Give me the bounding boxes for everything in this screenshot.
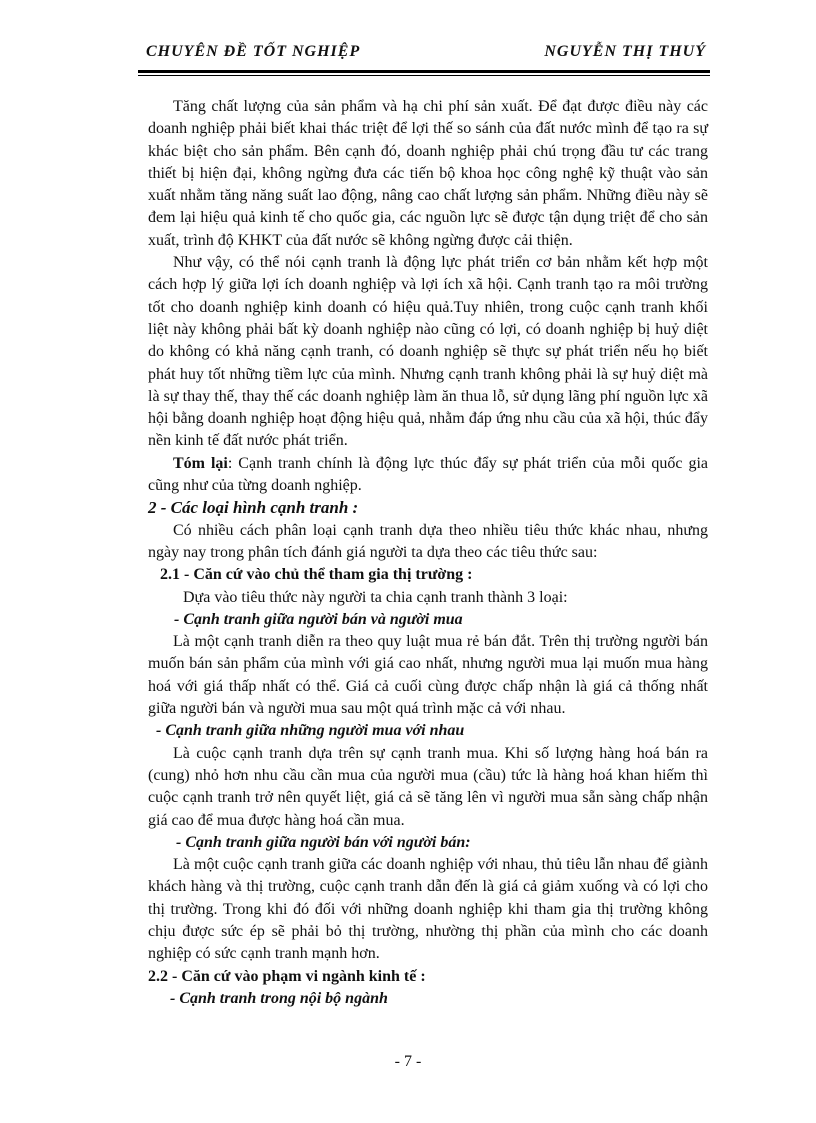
subsection-heading: 2.1 - Căn cứ vào chủ thể tham gia thị trường :: [160, 566, 473, 584]
paragraph: Có nhiều cách phân loại cạnh tranh dựa theo nhiều tiêu thức khác nhau, nhưng ngày nay trong phân tích đánh giá người ta dựa theo các tiêu thức sau:: [148, 521, 708, 561]
paragraph-summary: [148, 453, 708, 498]
header-rule-thick: [138, 70, 710, 73]
summary-text: : Cạnh tranh chính là động lực thúc đẩy sự phát triển của mỗi quốc gia cũng như của từng doanh nghiệp.: [148, 454, 709, 495]
section-heading: 2 - Các loại hình cạnh tranh :: [148, 498, 359, 518]
sub-heading: - Cạnh tranh trong nội bộ ngành: [170, 989, 388, 1007]
summary-label: Tóm lại: [173, 454, 228, 472]
header-left-title: CHUYÊN ĐỀ TỐT NGHIỆP: [146, 43, 361, 60]
sub-heading: - Cạnh tranh giữa những người mua với nhau: [156, 722, 465, 740]
paragraph: Tăng chất lượng của sản phẩm và hạ chi phí sản xuất. Để đạt được điều này các doanh nghiệp phải biết khai thác triệt để lợi thế so sánh của đất nước mình để tạo ra sự khác biệt cho sản phẩm. Bên cạnh đó, doanh nghiệp phải chú trọng đầu tư các trang thiết bị hiện đại, không ngừng đưa các tiến bộ khoa học công nghệ kỹ thuật vào sản xuất nhằm tăng năng suất lao động, nâng cao chất lượng sản phẩm. Những điều này sẽ đem lại hiệu quả kinh tế cho quốc gia, các nguồn lực sẽ được tận dụng triệt để cho sản xuất, trình độ KHKT của đất nước sẽ không ngừng được cải thiện.: [148, 98, 708, 249]
paragraph: Là một cuộc cạnh tranh giữa các doanh nghiệp với nhau, thủ tiêu lẫn nhau để giành khách hàng và thị trường, cuộc cạnh tranh dẫn đến là giá cả giảm xuống và có lợi cho thị trường. Trong khi đó đối với những doanh nghiệp khi tham gia thị trường không chịu được sức ép sẽ phải bỏ thị trường, nhường thị phần của mình cho các doanh nghiệp có sức cạnh tranh mạnh hơn.: [148, 856, 708, 963]
header-rule-thin: [138, 75, 710, 76]
document-body: [148, 96, 708, 1010]
subsection-heading: 2.2 - Căn cứ vào phạm vi ngành kinh tế :: [148, 967, 426, 985]
paragraph: Là cuộc cạnh tranh dựa trên sự cạnh tranh mua. Khi số lượng hàng hoá bán ra (cung) nhỏ hơn nhu cầu cần mua của người mua (cầu) tức là hàng hoá khan hiếm thì cuộc cạnh tranh trở nên quyết liệt, giá cả sẽ tăng lên vì người mua sẵn sàng chấp nhận giá cao để mua được hàng hoá cần mua.: [148, 744, 708, 829]
page-number: - 7 -: [394, 1053, 422, 1070]
sub-heading: - Cạnh tranh giữa người bán và người mua: [174, 610, 463, 628]
paragraph: Là một cạnh tranh diễn ra theo quy luật mua rẻ bán đắt. Trên thị trường người bán muốn bán sản phẩm của mình với giá cao nhất, nhưng người mua lại muốn mua hàng hoá với giá thấp nhất có thể. Giá cả cuối cùng được chấp nhận là giá cả thống nhất giữa người bán và người mua sau một quá trình mặc cả với nhau.: [148, 633, 708, 718]
paragraph: Như vậy, có thể nói cạnh tranh là động lực phát triển cơ bản nhằm kết hợp một cách hợp lý giữa lợi ích doanh nghiệp và lợi ích xã hội. Cạnh tranh tạo ra môi trường tốt cho doanh nghiệp kinh doanh có hiệu quả.Tuy nhiên, trong cuộc cạnh tranh khối liệt này không phải bất kỳ doanh nghiệp nào cũng có lợi, có doanh nghiệp bị huỷ diệt do không có khả năng cạnh tranh, có doanh nghiệp sẽ thực sự phát triển nếu họ biết phát huy tốt những tiềm lực của mình. Nhưng cạnh tranh không phải là sự huỷ diệt mà là sự thay thế, thay thế các doanh nghiệp làm ăn thua lỗ, sử dụng lãng phí nguồn lực xã hội bằng doanh nghiệp hoạt động hiệu quả, nhằm đáp ứng nhu cầu của xã hội, thúc đẩy nền kinh tế đất nước phát triển.: [148, 254, 708, 450]
sub-heading: - Cạnh tranh giữa người bán với người bán:: [176, 833, 471, 851]
header-right-author: NGUYỄN THỊ THUÝ: [544, 43, 706, 60]
paragraph: Dựa vào tiêu thức này người ta chia cạnh tranh thành 3 loại:: [183, 588, 568, 606]
